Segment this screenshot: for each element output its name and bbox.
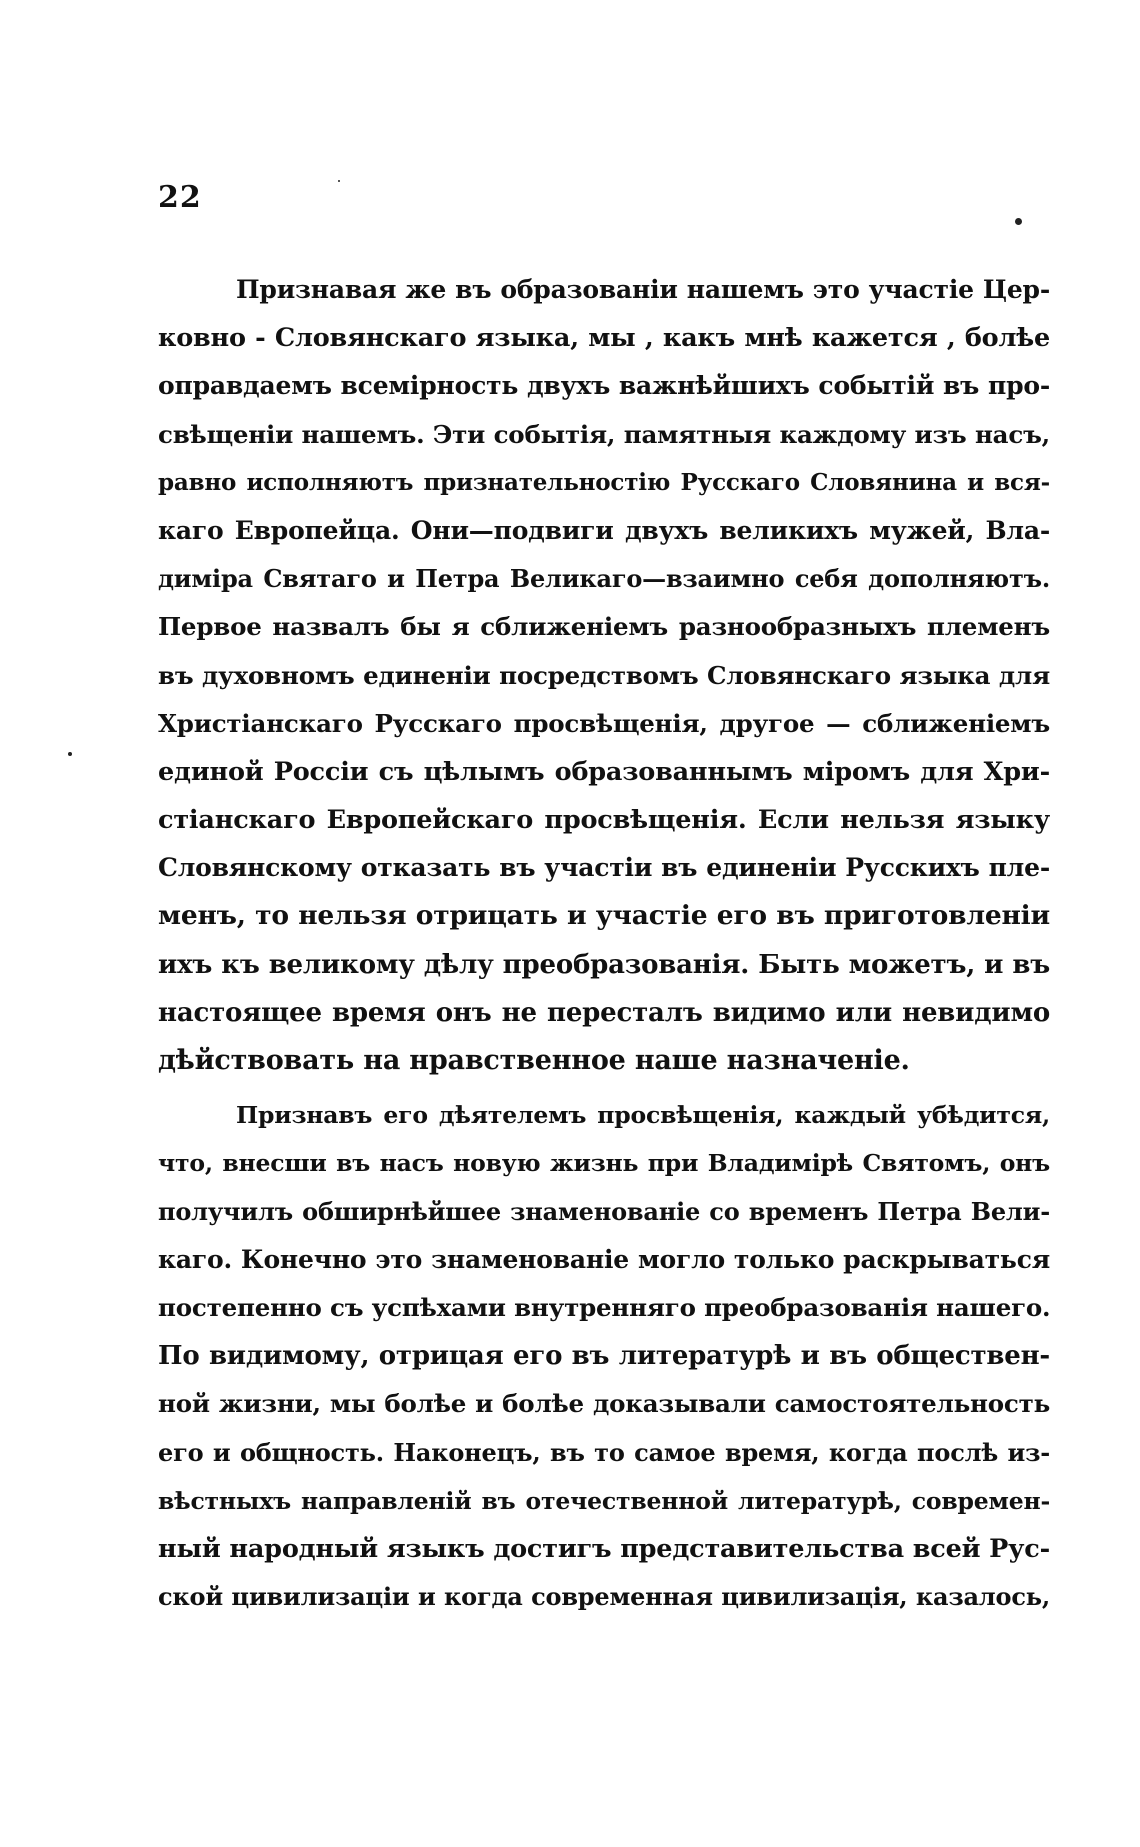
text-line: постепенно съ успѣхами внутренняго преобразованія нашего.: [158, 1292, 1051, 1322]
text-line: Первое назвалъ бы я сближеніемъ разнообразныхъ племенъ: [158, 612, 1050, 642]
text-line: равно исполняютъ признательностію Русскаго Словянина и вся-: [158, 468, 1050, 496]
text-line: что, внесши въ насъ новую жизнь при Владимірѣ Святомъ, онъ: [158, 1149, 1050, 1178]
page-number: 22: [158, 180, 202, 215]
text-line: ной жизни, мы болѣе и болѣе доказывали самостоятельность: [158, 1389, 1050, 1419]
paragraph-1: [158, 266, 1050, 1085]
text-line: ковно - Словянскаго языка, мы , какъ мнѣ кажется , болѣе: [158, 323, 1050, 354]
text-line: менъ, то нельзя отрицать и участіе его въ приготовленіи: [158, 900, 1050, 932]
text-line: Признавъ его дѣятелемъ просвѣщенія, каждый убѣдится,: [236, 1101, 1050, 1130]
text-line: настоящее время онъ не пересталъ видимо или невидимо: [158, 997, 1050, 1028]
text-line: Признавая же въ образованіи нашемъ это участіе Цер-: [236, 275, 1050, 304]
text-line: свѣщеніи нашемъ. Эти событія, памятныя каждому изъ насъ,: [158, 419, 1050, 449]
paragraph-2: [158, 1091, 1050, 1621]
text-line: его и общность. Наконецъ, въ то самое время, когда послѣ из-: [158, 1437, 1050, 1467]
text-line: стіанскаго Европейскаго просвѣщенія. Если нельзя языку: [158, 805, 1050, 836]
body-text: [158, 266, 1050, 1621]
ink-speck: [1015, 218, 1022, 225]
text-line: вѣстныхъ направленій въ отечественной литературѣ, современ-: [158, 1486, 1050, 1515]
text-line: По видимому, отрицая его въ литературѣ и въ обществен-: [158, 1341, 1050, 1372]
text-line: каго Европейца. Они—подвиги двухъ великихъ мужей, Вла-: [158, 515, 1050, 545]
text-line: Словянскому отказать въ участіи въ единеніи Русскихъ пле-: [158, 853, 1050, 883]
text-line: единой Россіи съ цѣлымъ образованнымъ міромъ для Хри-: [158, 756, 1050, 787]
text-line: получилъ обширнѣйшее знаменованіе со временъ Петра Вели-: [158, 1196, 1050, 1226]
ink-speck: [338, 180, 340, 182]
text-line: ихъ къ великому дѣлу преобразованія. Быть можетъ, и въ: [158, 949, 1050, 980]
ink-speck: [68, 752, 72, 756]
text-line: Христіанскаго Русскаго просвѣщенія, другое — сближеніемъ: [158, 708, 1050, 738]
text-line: оправдаемъ всемірность двухъ важнѣйшихъ событій въ про-: [158, 371, 1050, 401]
text-line: дѣйствовать на нравственное наше назначеніе.: [158, 1045, 910, 1076]
text-line: ный народный языкъ достигъ представительства всей Рус-: [158, 1533, 1050, 1564]
text-line: каго. Конечно это знаменованіе могло только раскрываться: [158, 1244, 1050, 1274]
text-line: диміра Святаго и Петра Великаго—взаимно себя дополняютъ.: [158, 564, 1050, 594]
text-line: ской цивилизаціи и когда современная цивилизація, казалось,: [158, 1582, 1050, 1612]
text-line: въ духовномъ единеніи посредствомъ Словянскаго языка для: [158, 660, 1050, 690]
